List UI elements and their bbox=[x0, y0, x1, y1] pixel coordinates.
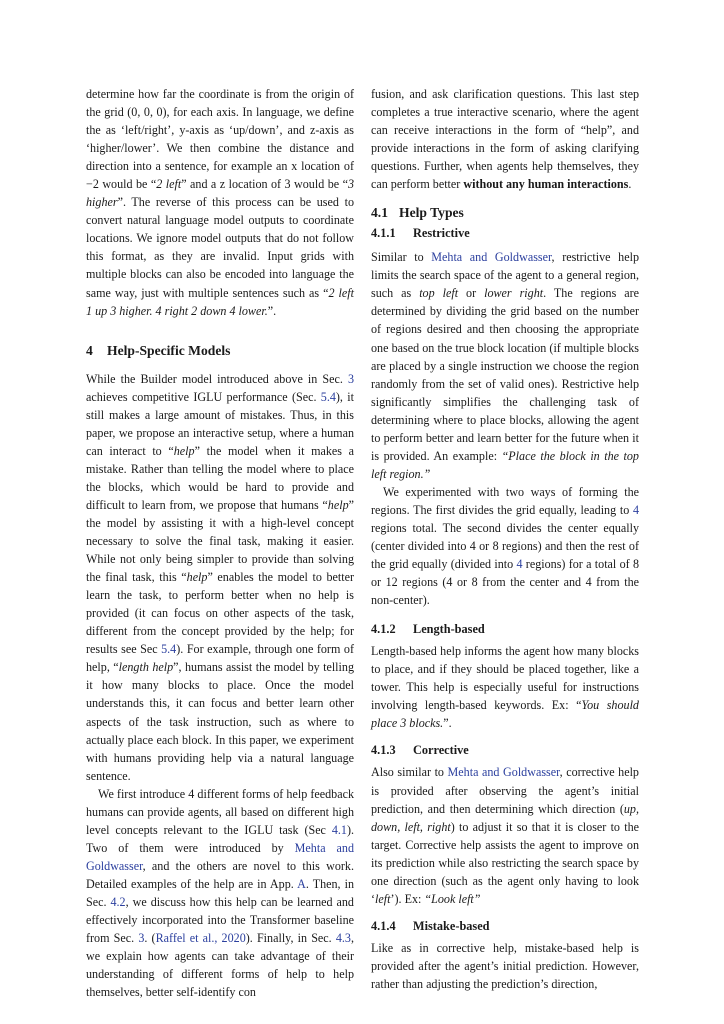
section-4-1-2-heading bbox=[371, 620, 639, 638]
section-title: Restrictive bbox=[413, 226, 470, 241]
number-ref: 4 bbox=[516, 557, 523, 572]
citation-link[interactable]: Mehta and Goldwasser bbox=[431, 250, 552, 265]
section-number: 4 bbox=[86, 342, 93, 358]
section-link[interactable]: 4.3 bbox=[335, 931, 351, 946]
section-title: Help Types bbox=[399, 205, 464, 221]
body-paragraph: We experimented with two ways of forming the regions. The first divides the grid equally, leading to 4 regions total. The second divides the center equally (center divided into 4 or 8 regions) and then the rest of the grid equally (divided into 4 regions) for a total of 8 or 12 regions (4 or 8 from the center and 4 from the non-center). bbox=[371, 484, 639, 608]
section-number: 4.1.4 bbox=[371, 918, 396, 933]
section-number: 4.1.3 bbox=[371, 743, 396, 758]
intro-paragraph: determine how far the coordinate is from the origin of the grid (0, 0, 0), for each axis. In language, we define the as ‘left/right’, y-axis as ‘up/down’, and z-axis as ‘higher/lower’. We then combine the distance and direction into a sentence, for example an x location of −2 would be “2 left” and a z location of 3 would be “3 higher”. The reverse of this process can be used to convert natural language model outputs to coordinate locations. We ignore model outputs that do not follow this format, as they are invalid. Input grids with multiple blocks can also be encoded into language the same way, just with multiple sentences such as “2 left 1 up 3 higher. 4 right 2 down 4 lower.”. bbox=[86, 87, 354, 318]
section-title: Corrective bbox=[413, 743, 469, 758]
section-title: Mistake-based bbox=[413, 918, 490, 933]
section-link[interactable]: 5.4 bbox=[320, 389, 336, 404]
body-paragraph: Similar to Mehta and Goldwasser, restrictive help limits the search space of the agent to a general region, such as top left or lower right. The regions are determined by dividing the grid based on the number of regions desired and then choosing the appropriate one based on the true block location (if multiple blocks are placed by a single instruction we choose the region randomly from the set of valid ones). Restrictive help significantly simplifies the challenging task of determining where to place blocks, allowing the agent to perform better and learn better for the future when it is provided. An example: “Place the block in the top left region.” bbox=[371, 250, 640, 481]
section-link[interactable]: 3 bbox=[138, 931, 145, 946]
body-paragraph: While the Builder model introduced above in Sec. 3 achieves competitive IGLU performance (Sec. 5.4), it still makes a large amount of mistakes. Thus, in this paper, we propose an interactive setup, where a human can interact to “help” the model when it makes a mistake. Rather than telling the model where to place the blocks, which would be hard to provide and difficult to learn from, we propose that humans “help” the model by assisting it with a high-level concept necessary to solve the final task, making it easier. While not only being simpler to provide than solving the final task, this “help” enables the model to better learn the task, to perform better when no help is provided (it can focus on other aspects of the task, different from the concept provided by the help; for results see Sec 5.4). For example, through one form of help, “length help”, humans assist the model by telling it how many blocks to place. Once the model understands this, it can focus and better learn other aspects of the task instruction, such as where to actually place each block. In this paper, we experiment with humans providing help via a natural language sentence. bbox=[86, 371, 354, 783]
number-ref: 4 bbox=[632, 502, 639, 517]
section-4-1-1-heading bbox=[371, 224, 639, 242]
body-paragraph: Length-based help informs the agent how many blocks to place, and if they should be placed together, like a tower. This help is especially useful for instructions involving length-based keywords. Ex: “You should place 3 blocks.”. bbox=[371, 644, 639, 731]
section-4-1-3-heading bbox=[371, 741, 639, 759]
section-link[interactable]: 3 bbox=[347, 371, 354, 386]
body-paragraph: fusion, and ask clarification questions. This last step completes a true interactive scenario, where the agent can receive interactions in the form of “help”, and provide interactions in the form of asking clarifying questions. Further, when agents help themselves, they can perform better without any human interactions. bbox=[371, 87, 639, 192]
section-4-1-4-heading bbox=[371, 917, 639, 935]
section-title: Length-based bbox=[413, 622, 485, 637]
appendix-link[interactable]: A bbox=[297, 876, 306, 891]
body-paragraph: Like as in corrective help, mistake-based help is provided after the agent’s initial prediction. However, rather than adjusting the prediction’s direction, bbox=[371, 940, 639, 991]
section-link[interactable]: 4.1 bbox=[331, 822, 347, 837]
body-paragraph: We first introduce 4 different forms of help feedback humans can provide agents, all based on different high level concepts relevant to the IGLU task (Sec 4.1). Two of them were introduced by Mehta and Goldwasser, and the others are novel to this work. Detailed examples of the help are in App. A. Then, in Sec. 4.2, we discuss how this help can be learned and effectively incorporated into the Transformer baseline from Sec. 3. (Raffel et al., 2020). Finally, in Sec. 4.3, we explain how agents can take advantage of their understanding of different forms of help to help themselves, better self-identify con bbox=[86, 786, 354, 1000]
section-title: Help-Specific Models bbox=[107, 342, 231, 358]
right-column bbox=[371, 85, 639, 993]
body-paragraph: Also similar to Mehta and Goldwasser, corrective help is provided after observing the agent’s initial prediction, and then determining which direction (up, down, left, right) to adjust it so that it is closer to the target. Corrective help assists the agent to improve on its prediction while also restricting the search space by one direction (such as the agent only having to look ‘left’). Ex: “Look left” bbox=[371, 765, 639, 906]
section-4-heading bbox=[86, 342, 354, 360]
section-number: 4.1.2 bbox=[371, 622, 396, 637]
left-column bbox=[86, 85, 354, 1001]
citation-link[interactable]: Mehta and Goldwasser bbox=[86, 840, 354, 873]
section-number: 4.1 bbox=[371, 205, 388, 221]
section-number: 4.1.1 bbox=[371, 226, 396, 241]
citation-link[interactable]: Mehta and Goldwasser bbox=[447, 765, 560, 780]
citation-link[interactable]: Raffel et al., 2020 bbox=[155, 931, 246, 946]
section-link[interactable]: 4.2 bbox=[110, 894, 126, 909]
section-link[interactable]: 5.4 bbox=[161, 642, 177, 657]
section-4-1-heading bbox=[371, 204, 639, 222]
